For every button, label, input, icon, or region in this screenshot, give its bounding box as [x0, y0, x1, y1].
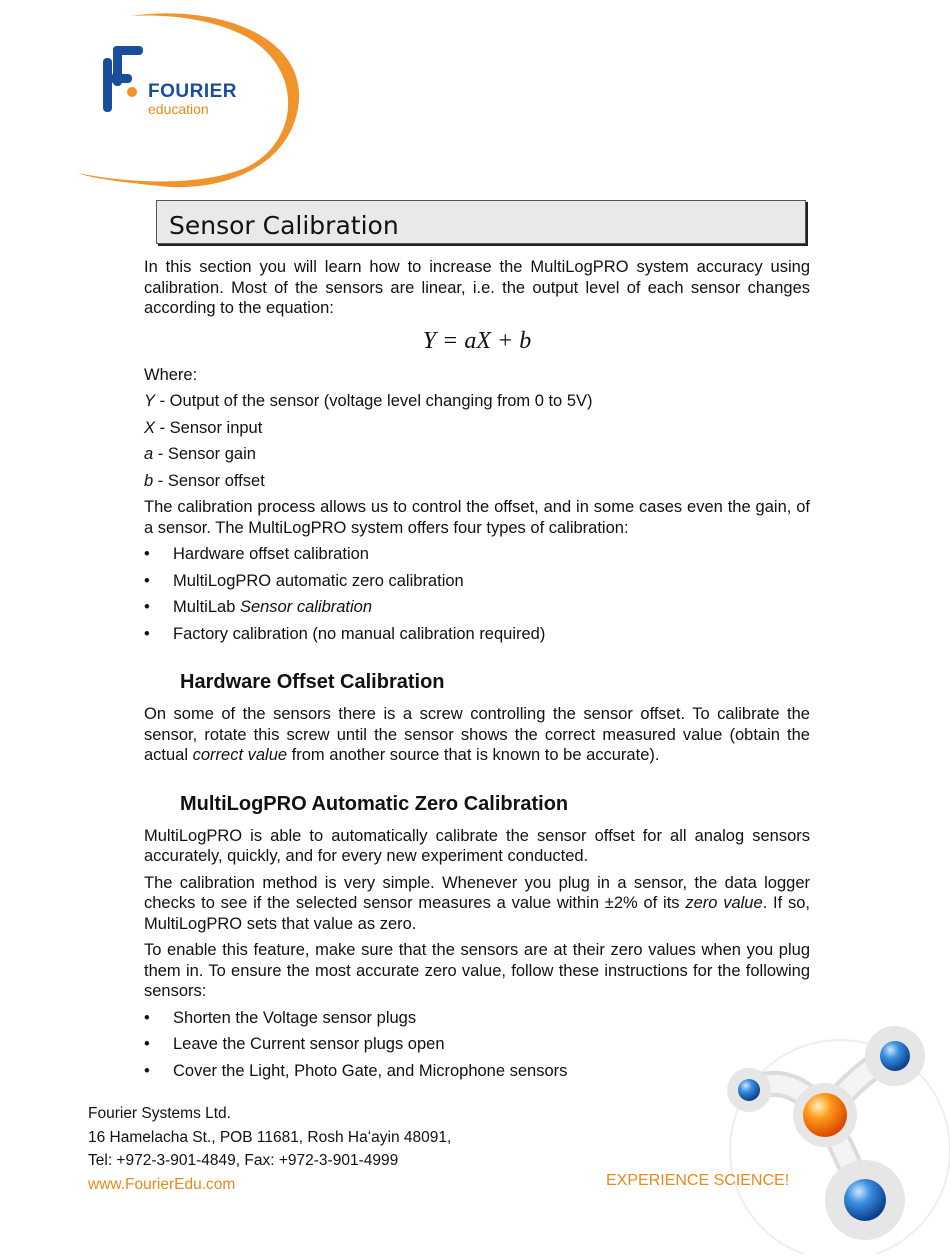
section-heading-automatic-zero: MultiLogPRO Automatic Zero Calibration: [180, 792, 569, 815]
definition-symbol: Y: [144, 392, 156, 410]
calibration-types-list: [144, 544, 810, 644]
list-item: • Hardware offset calibration: [144, 544, 810, 565]
definition-text: - Sensor gain: [153, 445, 256, 463]
footer-address: 16 Hamelacha St., POB 11681, Rosh Haʻayin 48091,: [88, 1128, 452, 1146]
footer: [88, 1102, 451, 1196]
definition-text: - Sensor input: [155, 418, 263, 437]
automatic-paragraph-1: MultiLogPRO is able to automatically calibrate the sensor offset for all analog sensors accurately, quickly, and for every new experiment conducted.: [144, 826, 810, 865]
definition-a: [144, 444, 810, 465]
section-heading-hardware: Hardware Offset Calibration: [180, 671, 445, 693]
definition-x: [144, 418, 810, 439]
definition-symbol: X: [144, 418, 156, 437]
hardware-paragraph: On some of the sensors there is a screw controlling the sensor offset. To calibrate the sensor, rotate this screw until the sensor shows the correct measured value (obtain the actual correct value from another source that is known to be accurate).: [144, 705, 810, 764]
automatic-paragraph-2: The calibration method is very simple. Whenever you plug in a sensor, the data logger checks to see if the selected sensor measures a value within ±2% of its zero value. If so, MultiLogPRO sets that value as zero.: [144, 873, 810, 933]
footer-website-link[interactable]: www.FourierEdu.com: [88, 1175, 236, 1193]
where-label: Where:: [144, 365, 198, 384]
page-title: Sensor Calibration: [169, 211, 399, 240]
main-content: [144, 257, 810, 1087]
definition-symbol: a: [144, 445, 154, 463]
logo-sub: education: [148, 101, 209, 117]
definition-symbol: b: [144, 471, 154, 490]
definition-text: - Sensor offset: [153, 471, 265, 490]
list-item: • Factory calibration (no manual calibration required): [144, 624, 810, 645]
calibration-intro: The calibration process allows us to control the offset, and in some cases even the gain, of a sensor. The MultiLogPRO system offers four types of calibration:: [144, 498, 810, 537]
automatic-paragraph-3: To enable this feature, make sure that the sensors are at their zero values when you plug them in. To ensure the most accurate zero value, follow these instructions for the following sensors:: [144, 941, 810, 1000]
decorative-bubbles-icon: [700, 1010, 950, 1254]
list-item: • MultiLab Sensor calibration: [144, 597, 810, 618]
definition-text: - Output of the sensor (voltage level changing from 0 to 5V): [155, 392, 593, 410]
list-item: • Leave the Current sensor plugs open: [144, 1034, 810, 1055]
list-item: • MultiLogPRO automatic zero calibration: [144, 571, 810, 592]
intro-paragraph: In this section you will learn how to increase the MultiLogPRO system accuracy using calibration. Most of the sensors are linear, i.e. the output level of each sensor changes according to the equation:: [144, 258, 810, 317]
footer-company: Fourier Systems Ltd.: [88, 1105, 231, 1122]
fourier-f-logo-icon: [103, 46, 143, 112]
page-title-box: [156, 200, 806, 244]
footer-slogan: EXPERIENCE SCIENCE!: [606, 1172, 790, 1189]
definition-y: [144, 391, 810, 412]
fourier-logo: [70, 8, 310, 193]
list-item: • Cover the Light, Photo Gate, and Microphone sensors: [144, 1061, 810, 1082]
equation: Y = aX + b: [422, 327, 532, 354]
logo-brand: FOURIER: [148, 81, 237, 102]
definition-b: [144, 471, 810, 492]
footer-phone: Tel: +972-3-901-4849, Fax: +972-3-901-4999: [88, 1152, 399, 1169]
list-item: • Shorten the Voltage sensor plugs: [144, 1008, 810, 1029]
